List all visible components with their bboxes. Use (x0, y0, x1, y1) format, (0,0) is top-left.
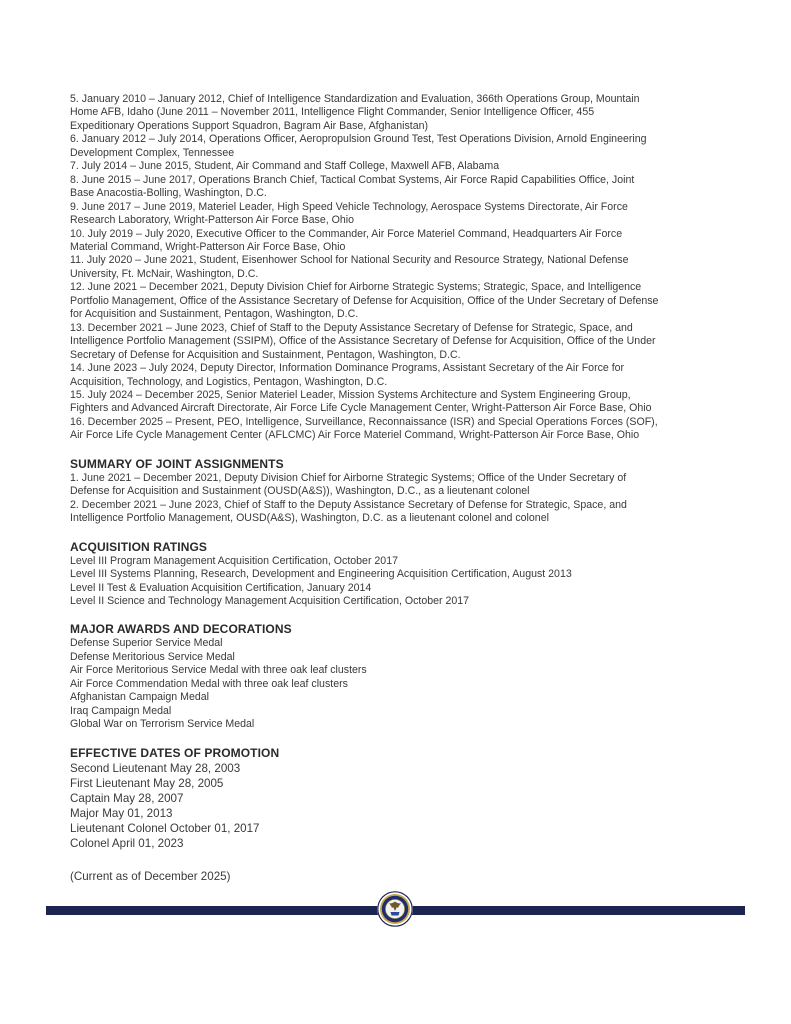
assignment-item: 8. June 2015 – June 2017, Operations Branch Chief, Tactical Combat Systems, Air Force Rapid Capabilities Office, Joint Base Anacostia-Bolling, Washington, D.C. (70, 173, 635, 200)
promotion-item: First Lieutenant May 28, 2005 (70, 776, 224, 790)
joint-assignments-section (70, 457, 730, 526)
award-item: Air Force Meritorious Service Medal with three oak leaf clusters (70, 664, 367, 677)
assignment-item: 15. July 2024 – December 2025, Senior Materiel Leader, Mission Systems Architecture and System Engineering Group, Fighters and Advanced Aircraft Directorate, Air Force Life Cycle Management Center, Wright-Patterson Air Force Base, Ohio (70, 388, 652, 415)
award-item: Afghanistan Campaign Medal (70, 691, 209, 704)
acquisition-ratings-section (70, 540, 730, 609)
promotion-item: Lieutenant Colonel October 01, 2017 (70, 821, 260, 835)
assignment-list (70, 93, 730, 443)
awards-section (70, 622, 730, 731)
joint-assignment-item: 1. June 2021 – December 2021, Deputy Division Chief for Airborne Strategic Systems; Office of the Under Secretary of Defense for Acquisition and Sustainment (OUSD(A&S)), Washington, D.C., as a lieutenant colonel (70, 471, 627, 498)
air-force-seal-icon (377, 891, 413, 927)
promotion-item: Second Lieutenant May 28, 2003 (70, 761, 241, 775)
assignment-item: 13. December 2021 – June 2023, Chief of Staff to the Deputy Assistance Secretary of Defense for Strategic, Space, and Intelligence Portfolio Management (SSIPM), Office of the Assistance Secretary of Defense for Acquisition, Office of the Under Secretary of Defense for Acquisition and Sustainment, Pentagon, Washington, D.C. (70, 321, 656, 361)
promotion-item: Major May 01, 2013 (70, 806, 173, 820)
current-as-of-note: (Current as of December 2025) (70, 869, 231, 883)
award-item: Global War on Terrorism Service Medal (70, 718, 255, 731)
award-item: Iraq Campaign Medal (70, 704, 172, 717)
promotion-section (70, 746, 730, 851)
assignment-item: 12. June 2021 – December 2021, Deputy Division Chief for Airborne Strategic Systems; Strategic, Space, and Intelligence Portfolio Management, Office of the Assistance Secretary of Defense for Acquisition, Office of the Under Secretary of Defense for Acquisition and Sustainment, Pentagon, Washington, D.C. (70, 281, 659, 321)
assignment-item: 14. June 2023 – July 2024, Deputy Director, Information Dominance Programs, Assistant Secretary of the Air Force for Acquisition, Technology, and Logistics, Pentagon, Washington, D.C. (70, 362, 625, 388)
assignment-item: 9. June 2017 – June 2019, Materiel Leader, High Speed Vehicle Technology, Aerospace Systems Directorate, Air Force Research Laboratory, Wright-Patterson Air Force Base, Ohio (70, 200, 628, 227)
assignment-item: 6. January 2012 – July 2014, Operations Officer, Aeropropulsion Ground Test, Test Operations Division, Arnold Engineering Development Complex, Tennessee (70, 133, 647, 159)
joint-assignments-heading: SUMMARY OF JOINT ASSIGNMENTS (70, 456, 284, 471)
award-item: Defense Superior Service Medal (70, 637, 223, 650)
rating-item: Level II Test & Evaluation Acquisition Certification, January 2014 (70, 581, 372, 594)
promotion-heading: EFFECTIVE DATES OF PROMOTION (70, 745, 280, 760)
acquisition-ratings-heading: ACQUISITION RATINGS (70, 539, 208, 554)
rating-item: Level III Systems Planning, Research, Development and Engineering Acquisition Certification, August 2013 (70, 568, 572, 581)
assignment-item: 16. December 2025 – Present, PEO, Intelligence, Surveillance, Reconnaissance (ISR) and Special Operations Forces (SOF), Air Force Life Cycle Management Center (AFLCMC) Air Force Materiel Command, Wright-Patterson Air Force Base, Ohio (70, 415, 658, 442)
assignment-item: 7. July 2014 – June 2015, Student, Air Command and Staff College, Maxwell AFB, Alabama (70, 160, 500, 173)
award-item: Defense Meritorious Service Medal (70, 650, 235, 663)
rating-item: Level II Science and Technology Management Acquisition Certification, October 2017 (70, 594, 470, 607)
biography-content (70, 93, 730, 884)
award-item: Air Force Commendation Medal with three oak leaf clusters (70, 677, 348, 690)
awards-heading: MAJOR AWARDS AND DECORATIONS (70, 622, 292, 637)
rating-item: Level III Program Management Acquisition Certification, October 2017 (70, 554, 398, 567)
promotion-item: Colonel April 01, 2023 (70, 836, 184, 850)
assignment-item: 10. July 2019 – July 2020, Executive Officer to the Commander, Air Force Materiel Command, Headquarters Air Force Material Command, Wright-Patterson Air Force Base, Ohio (70, 227, 623, 253)
promotion-item: Captain May 28, 2007 (70, 791, 184, 805)
joint-assignment-item: 2. December 2021 – June 2023, Chief of Staff to the Deputy Assistance Secretary of Defense for Strategic, Space, and Intelligence Portfolio Management, OUSD(A&S), Washington, D.C. as a lieutenant colonel and colonel (70, 498, 627, 525)
assignment-item: 5. January 2010 – January 2012, Chief of Intelligence Standardization and Evaluation, 366th Operations Group, Mountain Home AFB, Idaho (June 2011 – November 2011, Intelligence Flight Commander, Senior Intelligence Officer, 455 Expeditionary Operations Support Squadron, Bagram Air Base, Afghanistan) (70, 93, 640, 132)
assignment-item: 11. July 2020 – June 2021, Student, Eisenhower School for National Security and Resource Strategy, National Defense University, Ft. McNair, Washington, D.C. (70, 254, 629, 280)
